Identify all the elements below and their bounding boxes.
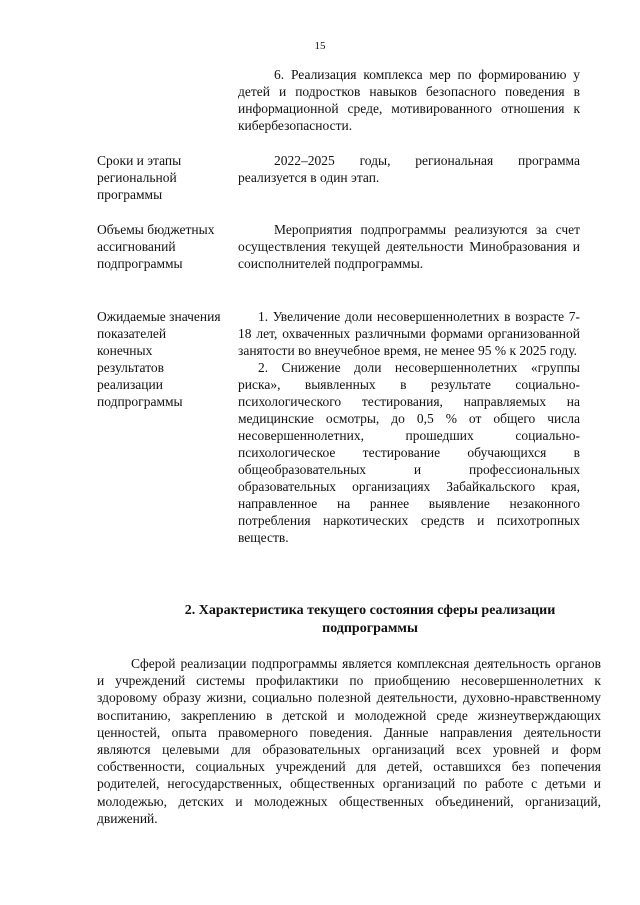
row-label-results: Ожидаемые значения показателей конечных результатов реализации подпрограммы — [97, 309, 221, 409]
result-item-2: 2. Снижение доли несовершеннолетних «группы риска», выявленных в результате социально-психологического тестирования, направляемых на медицинские осмотры, до 0,5 % от общего числа несовершеннолетних, прошедших социально-психологическое тестирование обучающихся в общеобразовательных и профессиональных образовательных организациях Забайкальского края, направленное на раннее выявление незаконного потребления наркотических средств и психотропных веществ. — [238, 360, 580, 545]
section-paragraph: Сферой реализации подпрограммы является комплексная деятельность органов и учреждений системы профилактики по приобщению несовершеннолетних к здоровому образу жизни, социально полезной деятельности, духовно-нравственному воспитанию, закреплению в детской и молодежной среде жизнеутверждающих ценностей, опыта правомерного поведения. Данные направления деятельности являются целевыми для образовательных организаций всех уровней и форм собственности, социальных учреждений для детей, оставшихся без попечения родителей, негосударственных, общественных организаций по работе с детьми и молодежью, детских и молодежных общественных объединений, организаций, движений. — [97, 656, 601, 826]
row-label-budget: Объемы бюджетных ассигнований подпрограммы — [97, 222, 215, 271]
result-item-1: 1. Увеличение доли несовершеннолетних в возрасте 7-18 лет, охваченных различными формами организованной занятости во внеучебное время, не менее 95 % к 2025 году. — [238, 309, 580, 358]
terms-text: 2022–2025 годы, региональная программа реализуется в один этап. — [238, 153, 580, 185]
row-value-results — [238, 308, 580, 546]
page-number: 15 — [314, 40, 326, 52]
row-label-terms: Сроки и этапы региональной программы — [97, 153, 182, 202]
budget-text: Мероприятия подпрограммы реализуются за счет осуществления текущей деятельности Минобразования и соисполнителей подпрограммы. — [238, 222, 580, 271]
row-value-budget — [238, 221, 580, 272]
passport-task-6 — [238, 66, 580, 134]
task-6-text: 6. Реализация комплекса мер по формированию у детей и подростков навыков безопасного поведения в информационной среде, мотивированного отношения к кибербезопасности. — [238, 67, 580, 133]
section-heading: 2. Характеристика текущего состояния сферы реализации подпрограммы — [184, 603, 556, 636]
row-value-terms — [238, 152, 580, 186]
